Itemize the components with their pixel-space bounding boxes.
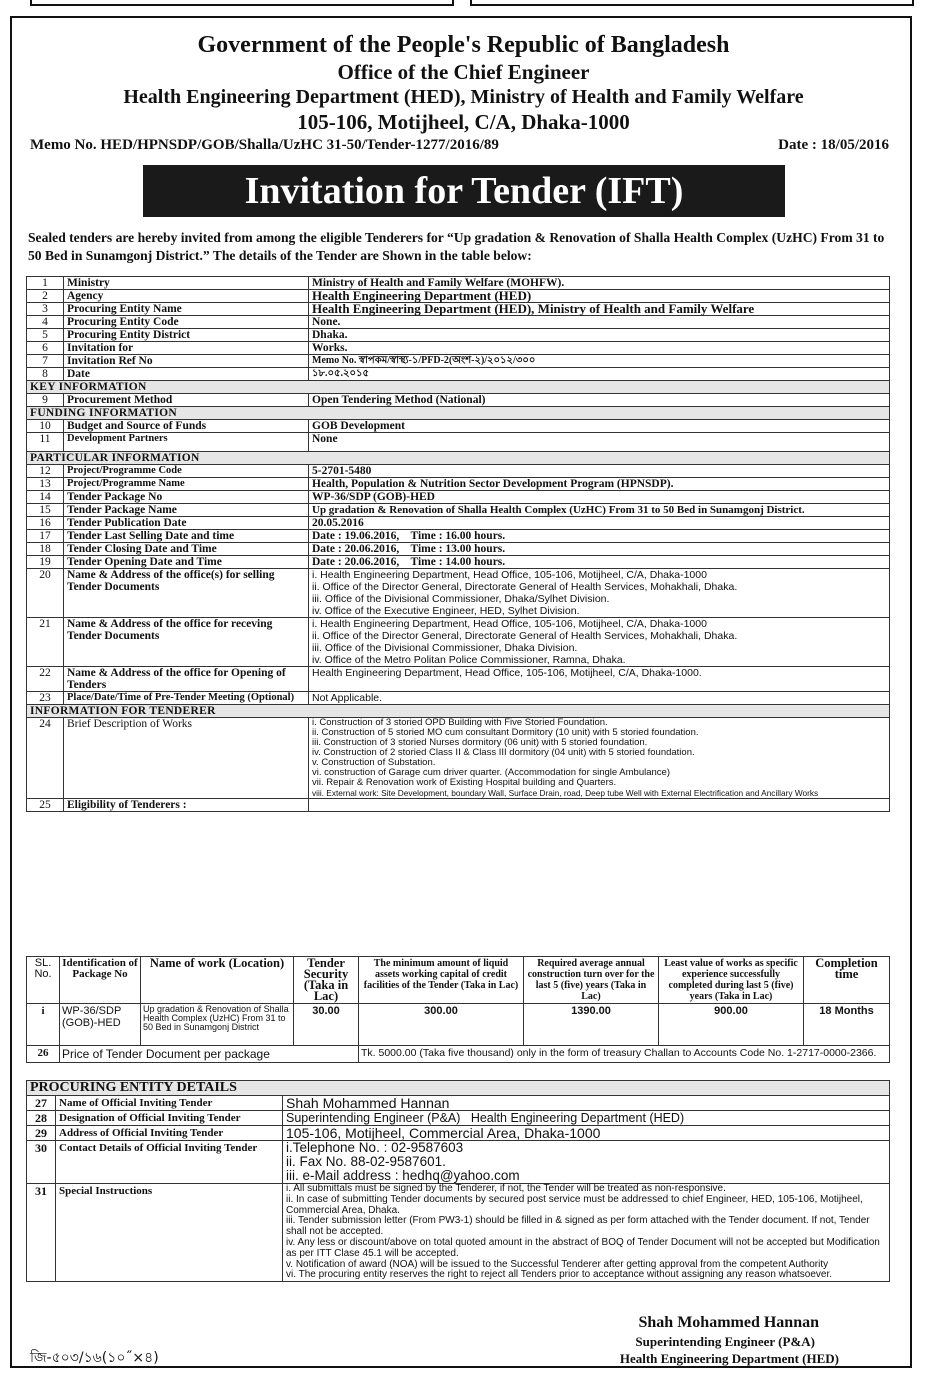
table-row: 11 Development Partners None — [27, 433, 890, 452]
signatory-name: Shah Mohammed Hannan — [638, 1314, 819, 1331]
intro-paragraph: Sealed tenders are hereby invited from among the eligible Tenderers for “Up gradation & Renovation of Shalla Health Complex (UzHC) From 31 to 50 Bed in Sunamgonj District.” The details of the Tender are Shown in the table below: — [28, 230, 885, 263]
table-row: 23 Place/Date/Time of Pre-Tender Meeting (Optional) Not Applicable. — [27, 692, 890, 705]
table-row: 22 Name & Address of the office for Opening of Tenders Health Engineering Department, Head Office, 105-106, Motijheel, C/A, Dhaka-1000. — [27, 667, 890, 692]
table-row: 4 Procuring Entity Code None. — [27, 316, 890, 329]
address-line: 105-106, Motijheel, C/A, Dhaka-1000 — [297, 110, 630, 134]
section-header: FUNDING INFORMATION — [27, 407, 890, 420]
section-header: PARTICULAR INFORMATION — [27, 452, 890, 465]
table-row: 1 Ministry Ministry of Health and Family Welfare (MOHFW). — [27, 277, 890, 290]
table-row: 10 Budget and Source of Funds GOB Development — [27, 420, 890, 433]
table-row: 5 Procuring Entity District Dhaka. — [27, 329, 890, 342]
memo-date: Date : 18/05/2016 — [778, 137, 889, 153]
procuring-entity-table — [26, 1080, 890, 1282]
table-row: 13 Project/Programme Name Health, Population & Nutrition Sector Development Program (HPNSDP). — [27, 478, 890, 491]
table-row: 29 Address of Official Inviting Tender 105-106, Motijheel, Commercial Area, Dhaka-1000 — [27, 1126, 890, 1141]
table-row: 20 Name & Address of the office(s) for selling Tender Documents i. Health Engineering Department, Head Office, 105-106, Motijheel, C/A, Dhaka-1000 ii. Office of the Director General, Directorate General of Health Services, Mohakhali, Dhaka. iii. Office of the Divisional Commissioner, Dhaka/Sylhet Division. iv. Office of the Executive Engineer, HED, Sylhet Division. — [27, 569, 890, 618]
table-row: 17 Tender Last Selling Date and time Date : 19.06.2016, Time : 16.00 hours. — [27, 530, 890, 543]
table-row: 16 Tender Publication Date 20.05.2016 — [27, 517, 890, 530]
department-title: Health Engineering Department (HED), Ministry of Health and Family Welfare — [123, 86, 804, 108]
section-header: INFORMATION FOR TENDERER — [27, 705, 890, 718]
table-row: 27 Name of Official Inviting Tender Shah Mohammed Hannan — [27, 1096, 890, 1111]
table-row: 3 Procuring Entity Name Health Engineering Department (HED), Ministry of Health and Family Welfare — [27, 303, 890, 316]
section-header: KEY INFORMATION — [27, 381, 890, 394]
table-row: 31 Special Instructions i. All submittals must be signed by the Tenderer, if not, the Tender will be treated as non-responsive. ii. In case of submitting Tender documents by secured post service must be addressed to chief Engineer, HED, 105-106, Motijheel, Commercial Area, Dhaka. iii. Tender submission letter (From PW3-1) should be filled in & signed as per form attached with the Tender document. If not, Tender shall not be accepted. iv. Any less or discount/above on total quoted amount in the abstract of BOQ of Tender Document will not be accepted but Modification as per ITT Clase 45.1 will be accepted. v. Notification of award (NOA) will be issued to the Successful Tenderer after getting approval from the competent Authority vi. The procuring entity reserves the right to reject all Tenders prior to acceptance without assigning any reason whatsoever. — [27, 1184, 890, 1282]
table-row: 6 Invitation for Works. — [27, 342, 890, 355]
signatory-department: Health Engineering Department (HED) — [619, 1351, 839, 1366]
top-border — [0, 0, 927, 12]
table-row: i WP-36/SDP (GOB)-HED Up gradation & Renovation of Shalla Health Complex (UzHC) From 31 to 50 Bed in Sunamgonj District 30.00 300.00 1390.00 900.00 18 Months — [27, 1004, 890, 1046]
table-row: 14 Tender Package No WP-36/SDP (GOB)-HED — [27, 491, 890, 504]
table-row: 28 Designation of Official Inviting Tender Superintending Engineer (P&A) Health Engineering Department (HED) — [27, 1111, 890, 1126]
table-row: 18 Tender Closing Date and Time Date : 20.06.2016, Time : 13.00 hours. — [27, 543, 890, 556]
table-row: 19 Tender Opening Date and Time Date : 20.06.2016, Time : 14.00 hours. — [27, 556, 890, 569]
table-row: 24 Brief Description of Works i. Construction of 3 storied OPD Building with Five Storied Foundation. ii. Construction of 5 storied MO cum consultant Dormitory (10 unit) with 5 storied foundation. iii. Construction of 3 storied Nurses dormitory (06 unit) with 5 storied foundation. iv. Construction of 2 storied Class II & Class III dormitory (04 unit) with 5 storied foundation. v. Construction of Substation. vi. construction of Garage cum driver quarter. (Accommodation for single Ambulance) vii. Repair & Renovation work of Existing Hospital building and Quarters. viii. External work: Site Development, boundary Wall, Surface Drain, road, Deep tube Well with External Electrification and Ancillary Works — [27, 718, 890, 799]
signatory-title: Superintending Engineer (P&A) — [635, 1334, 815, 1349]
table-row: 7 Invitation Ref No Memo No. স্বাপকম/স্বাস্থ্য-১/PFD-2(অংশ-২)/২০১২/৩০০ — [27, 355, 890, 368]
table-row: 15 Tender Package Name Up gradation & Renovation of Shalla Health Complex (UzHC) From 31 to 50 Bed in Sunamgonj District. — [27, 504, 890, 517]
table-row: 8 Date ১৮.০৫.২০১৫ — [27, 368, 890, 381]
table-row: 26 Price of Tender Document per package Tk. 5000.00 (Taka five thousand) only in the form of treasury Challan to Accounts Code No. 1-2717-0000-2366. — [27, 1046, 890, 1063]
table-row: 2 Agency Health Engineering Department (HED) — [27, 290, 890, 303]
table-row: 12 Project/Programme Code 5-2701-5480 — [27, 465, 890, 478]
table-row: 25 Eligibility of Tenderers : — [27, 799, 890, 812]
section-header: PROCURING ENTITY DETAILS — [27, 1081, 890, 1096]
table-row: 30 Contact Details of Official Inviting Tender i.Telephone No. : 02-9587603 ii. Fax No. 88-02-9587601. iii. e-Mail address : hedhq@yahoo.com — [27, 1141, 890, 1184]
table-header-row: SL. No. Identification of Package No Name of work (Location) Tender Security (Taka in Lac) The minimum amount of liquid assets working capital of credit facilities of the Tender (Taka in Lac) Required average annual construction turn over for the last 5 (five) years (Taka in Lac) Least value of works as specific experience successfully completed during last 5 (five) years (Taka in Lac) Completion time — [27, 957, 890, 1004]
tender-details-table — [26, 276, 890, 812]
memo-number: Memo No. HED/HPNSDP/GOB/Shalla/UzHC 31-50/Tender-1277/2016/89 — [30, 137, 499, 153]
table-row: 9 Procurement Method Open Tendering Method (National) — [27, 394, 890, 407]
office-title: Office of the Chief Engineer — [337, 60, 590, 84]
table-row: 21 Name & Address of the office for receving Tender Documents i. Health Engineering Department, Head Office, 105-106, Motijheel, C/A, Dhaka-1000 ii. Office of the Director General, Directorate General of Health Services, Mohakhali, Dhaka. iii. Office of the Divisional Commissioner, Dhaka Division. iv. Office of the Metro Politan Police Commissioner, Ramna, Dhaka. — [27, 618, 890, 667]
tender-banner: Invitation for Tender (IFT) — [143, 165, 785, 217]
eligibility-table — [26, 956, 890, 1063]
publication-code: জি-৫০৩/১৬(১০˝×৪) — [30, 1350, 159, 1366]
gov-title: Government of the People's Republic of Bangladesh — [197, 32, 730, 58]
